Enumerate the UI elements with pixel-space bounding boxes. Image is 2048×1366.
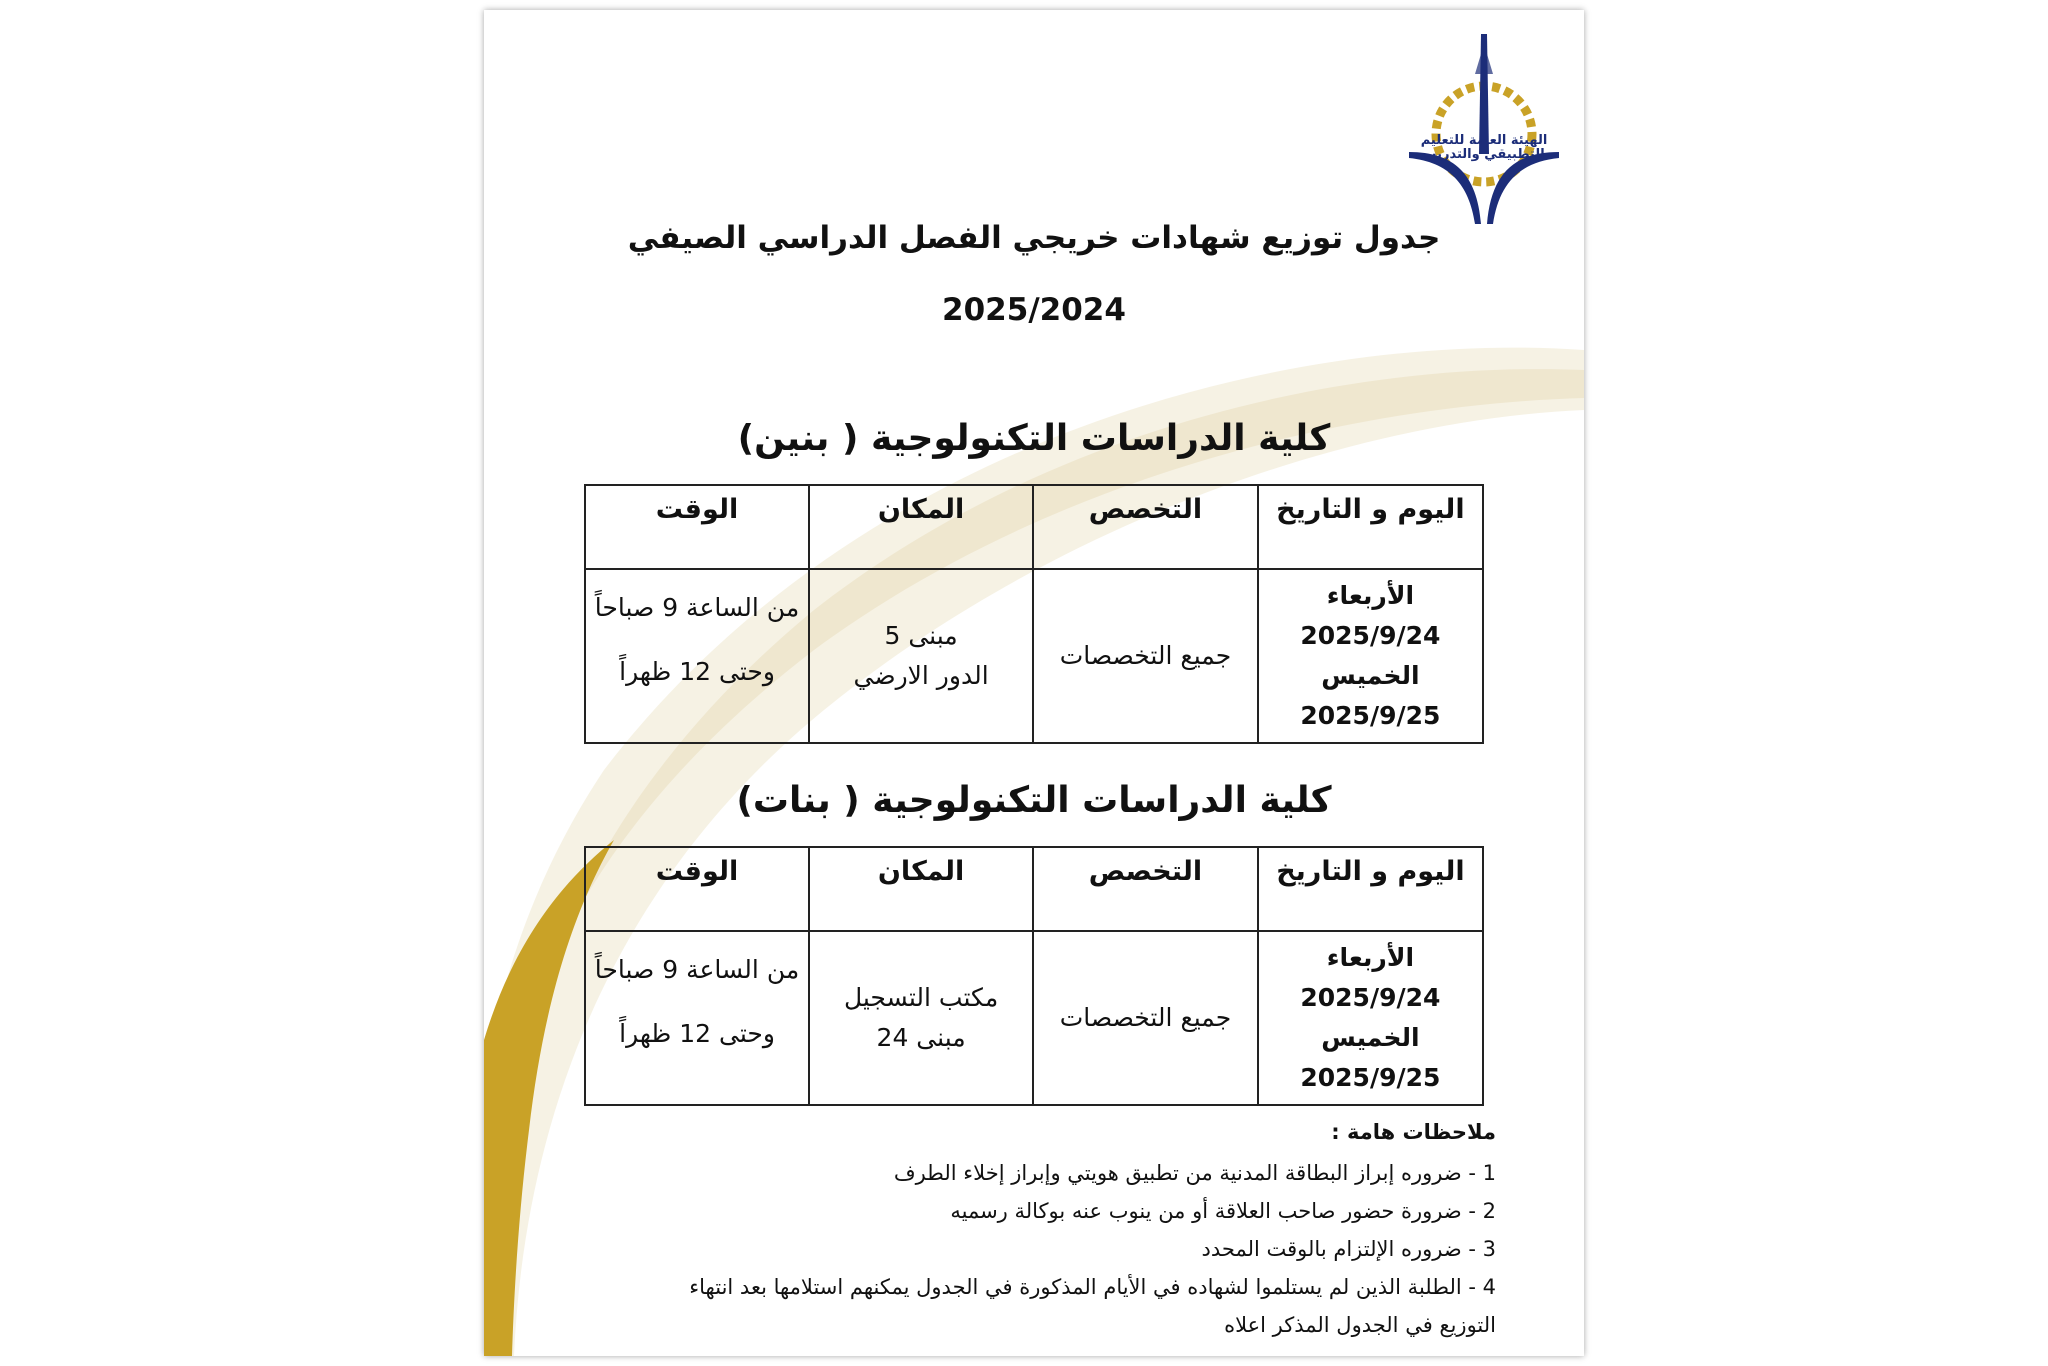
date-day-2: الخميس	[1321, 661, 1420, 690]
place-line-2: الدور الارضي	[853, 661, 989, 690]
cell-specialty: جميع التخصصات	[1033, 931, 1258, 1105]
date-value-2: 2025/9/25	[1300, 1063, 1441, 1092]
academic-year: 2025/2024	[942, 292, 1126, 328]
schedule-table-boys	[584, 484, 1484, 744]
header-day-date: اليوم و التاريخ	[1258, 485, 1483, 569]
cell-time	[585, 931, 809, 1105]
notes-title: ملاحظات هامة :	[1331, 1120, 1496, 1144]
note-item: 3 - ضروره الإلتزام بالوقت المحدد	[1201, 1237, 1496, 1261]
important-notes	[596, 1120, 1496, 1344]
date-day-1: الأربعاء	[1326, 943, 1415, 972]
cell-place	[809, 931, 1033, 1105]
note-item: 4 - الطلبة الذين لم يستلموا لشهاده في الأيام المذكورة في الجدول يمكنهم استلامها بعد انتهاء	[689, 1275, 1496, 1299]
date-value-1: 2025/9/24	[1300, 621, 1441, 650]
header-time: الوقت	[585, 485, 809, 569]
header-day-date: اليوم و التاريخ	[1258, 847, 1483, 931]
time-line-2: وحتى 12 ظهراً	[619, 657, 775, 686]
cell-time	[585, 569, 809, 743]
note-item: 1 - ضروره إبراز البطاقة المدنية من تطبيق هويتي وإبراز إخلاء الطرف	[893, 1161, 1496, 1185]
header-place: المكان	[809, 485, 1033, 569]
cell-dates	[1258, 931, 1483, 1105]
note-item: التوزيع في الجدول المذكر اعلاه	[1224, 1313, 1496, 1337]
place-line-2: مبنى 24	[876, 1023, 966, 1052]
table-row	[585, 569, 1483, 743]
note-item: 2 - ضرورة حضور صاحب العلاقة أو من ينوب عنه بوكالة رسميه	[950, 1199, 1496, 1223]
table-row	[585, 931, 1483, 1105]
time-line-1: من الساعة 9 صباحاً	[594, 593, 800, 622]
logo-text: الهيئة العامة للتعليم التطبيقي والتدريب	[1420, 133, 1548, 162]
cell-dates	[1258, 569, 1483, 743]
header-specialty: التخصص	[1033, 847, 1258, 931]
college-heading-boys: كلية الدراسات التكنولوجية ( بنين)	[737, 418, 1331, 459]
cell-place	[809, 569, 1033, 743]
college-heading-girls: كلية الدراسات التكنولوجية ( بنات)	[736, 780, 1332, 821]
table-header-row	[585, 847, 1483, 931]
date-value-2: 2025/9/25	[1300, 701, 1441, 730]
schedule-table-girls	[584, 846, 1484, 1106]
institution-logo-emblem	[1409, 34, 1559, 224]
cell-specialty: جميع التخصصات	[1033, 569, 1258, 743]
table-header-row	[585, 485, 1483, 569]
certificate-schedule-document	[484, 10, 1584, 1356]
date-day-1: الأربعاء	[1326, 581, 1415, 610]
time-line-1: من الساعة 9 صباحاً	[594, 955, 800, 984]
time-line-2: وحتى 12 ظهراً	[619, 1019, 775, 1048]
header-time: الوقت	[585, 847, 809, 931]
document-title: جدول توزيع شهادات خريجي الفصل الدراسي الصيفي	[627, 220, 1441, 256]
header-place: المكان	[809, 847, 1033, 931]
header-specialty: التخصص	[1033, 485, 1258, 569]
date-day-2: الخميس	[1321, 1023, 1420, 1052]
place-line-1: مكتب التسجيل	[843, 983, 999, 1012]
date-value-1: 2025/9/24	[1300, 983, 1441, 1012]
place-line-1: مبنى 5	[884, 621, 958, 650]
